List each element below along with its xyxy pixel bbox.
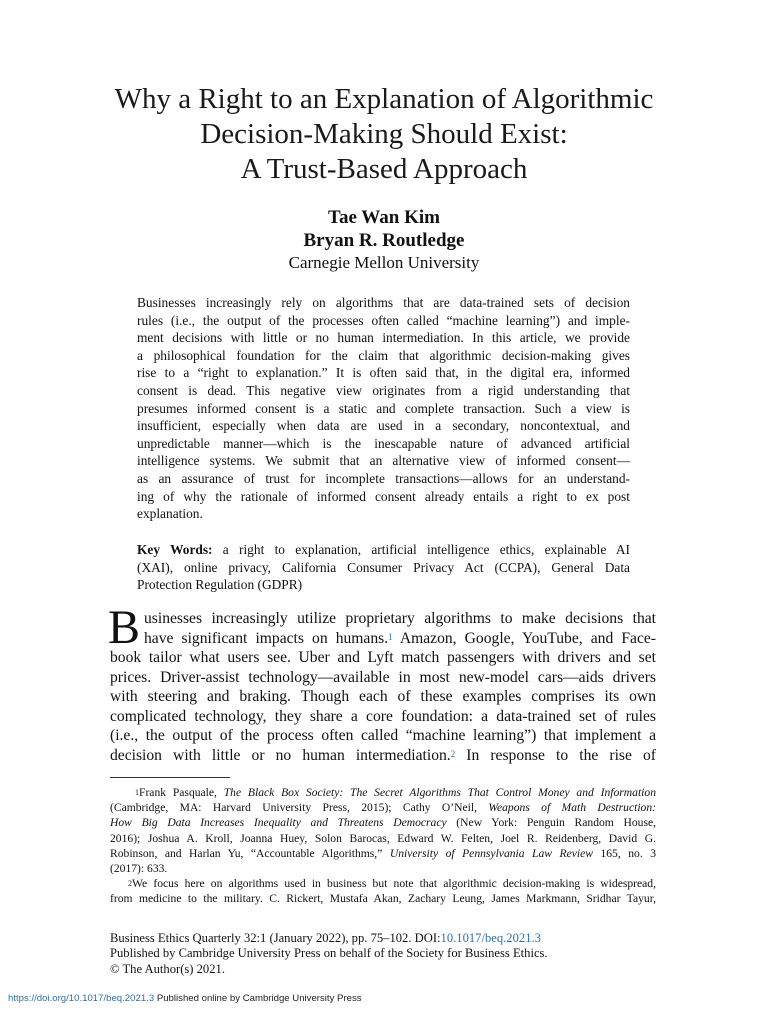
footnote-line: (2017): 633. [110, 862, 168, 876]
footnote-ref-1[interactable]: 1 [388, 631, 393, 642]
body-line: complicated technology, they share a core foundation: a data-trained set of rules [110, 707, 656, 725]
abstract-line: intelligence systems. We submit that an alternative view of informed consent— [137, 453, 630, 469]
footnote-italic: Weapons of Math Destruction: [488, 801, 656, 815]
title-line-2: Decision-Making Should Exist: [200, 118, 568, 150]
footnotes [110, 785, 656, 907]
body-line [110, 746, 656, 766]
abstract [137, 294, 630, 523]
title-line-3: A Trust-Based Approach [240, 153, 528, 185]
keywords-line: (XAI), online privacy, California Consumer Privacy Act (CCPA), General Data [137, 559, 630, 575]
body-text-fragment: have significant impacts on humans. [144, 629, 389, 647]
pubinfo-line [110, 931, 548, 946]
keywords [137, 541, 630, 594]
footnote-number: 1 [135, 788, 139, 797]
paper-title [0, 82, 768, 187]
footnote-line [110, 800, 656, 815]
footer-bar [8, 993, 362, 1004]
keywords-line [137, 541, 630, 559]
abstract-line: rise to a “right to explanation.” It is often said that, in the digital era, informed [137, 365, 630, 381]
publication-info [110, 931, 548, 977]
body-text-fragment: decision with little or no human intermediation. [110, 746, 451, 764]
body-text [110, 609, 656, 765]
footnote-text: (New York: Penguin Random House, [446, 816, 657, 830]
footnote-text: (Cambridge, MA: Harvard University Press, 2015); Cathy O’Neil, [110, 801, 489, 815]
title-line-1: Why a Right to an Explanation of Algorithmic [114, 83, 654, 115]
body-line: book tailor what users see. Uber and Lyft match passengers with drivers and set [110, 649, 656, 666]
body-text-fragment: Amazon, Google, YouTube, and Face- [392, 629, 656, 647]
footnote-italic: How Big Data Increases Inequality and Threatens Democracy [110, 816, 447, 830]
footnote-ref-2[interactable]: 2 [450, 748, 456, 759]
abstract-line: ment decisions with little or no human intermediation. In this article, we provide [137, 330, 630, 346]
footnote-line [110, 815, 656, 830]
footnote-line [110, 785, 656, 800]
keywords-text: a right to explanation, artificial intelligence ethics, explainable AI [222, 542, 630, 557]
body-line: usinesses increasingly utilize proprietary algorithms to make decisions that [144, 610, 656, 627]
doi-url-link[interactable]: https://doi.org/10.1017/beq.2021.3 [8, 993, 155, 1004]
affiliation: Carnegie Mellon University [288, 253, 480, 272]
abstract-line: consent is dead. This negative view originates from a rigid understanding that [137, 382, 630, 398]
footnote-line: from medicine to the military. C. Rickert, Mustafa Akan, Zachary Leung, James Markmann, Sridhar Tayur, [110, 892, 656, 906]
keywords-line: Protection Regulation (GDPR) [137, 577, 303, 593]
abstract-line: insufficient, especially when data are used in a secondary, noncontextual, and [137, 418, 630, 434]
body-line: prices. Driver-assist technology—available in most new-model cars—aids drivers [110, 668, 656, 686]
copyright: © The Author(s) 2021. [110, 961, 225, 976]
footnote-text: We focus here on algorithms used in business but note that algorithmic decision-making is widespread, [132, 877, 656, 891]
drop-cap: B [108, 601, 141, 654]
abstract-line: Businesses increasingly rely on algorithms that are data-trained sets of decision [137, 295, 630, 310]
footnote-line: 2016); Joshua A. Kroll, Joanna Huey, Solon Barocas, Edward W. Felten, Joel R. Reidenberg, David G. [110, 831, 656, 845]
footnote-divider [110, 777, 230, 778]
footer-text: Published online by Cambridge University Press [154, 993, 362, 1004]
footnote-line [110, 846, 656, 861]
footnote-line [110, 876, 656, 891]
abstract-line: as an assurance of trust for incomplete transactions—allows for an understand- [137, 470, 630, 486]
abstract-line: a philosophical foundation for the claim that algorithmic decision-making gives [137, 347, 630, 363]
footnote-italic: University of Pennsylvania Law Review [389, 846, 593, 860]
abstract-line: rules (i.e., the output of the processes often called “machine learning”) and imple- [137, 312, 630, 328]
abstract-line: ing of why the rationale of informed consent already entails a right to ex post [137, 488, 630, 504]
citation-text: Business Ethics Quarterly 32:1 (January 2022), pp. 75–102. DOI: [110, 931, 441, 945]
body-line: (i.e., the output of the process often called “machine learning”) that implement a [110, 727, 656, 744]
footnote-text: Robinson, and Harlan Yu, “Accountable Algorithms,” [110, 846, 390, 860]
pubinfo-line: Published by Cambridge University Press on behalf of the Society for Business Ethics. [110, 946, 548, 961]
footnote-number: 2 [128, 879, 132, 889]
keywords-label: Key Words: [137, 542, 213, 557]
footnote-text: 165, no. 3 [592, 846, 657, 860]
body-line: with steering and braking. Though each of these examples comprises its own [110, 688, 656, 705]
abstract-line: presumes informed consent is a static and complete transaction. Such a view is [137, 400, 630, 416]
author-block [0, 206, 768, 274]
author-name: Bryan R. Routledge [303, 230, 465, 251]
body-line [110, 629, 656, 649]
abstract-line: explanation. [137, 506, 203, 522]
abstract-line: unpredictable manner—which is the inescapable nature of advanced artificial [137, 435, 630, 451]
body-text-fragment: In response to the rise of [455, 746, 656, 764]
footnote-text: Frank Pasquale, [139, 786, 224, 799]
doi-link[interactable]: 10.1017/beq.2021.3 [440, 931, 541, 945]
author-name: Tae Wan Kim [328, 207, 440, 228]
footnote-italic: The Black Box Society: The Secret Algorithms That Control Money and Information [223, 786, 656, 799]
